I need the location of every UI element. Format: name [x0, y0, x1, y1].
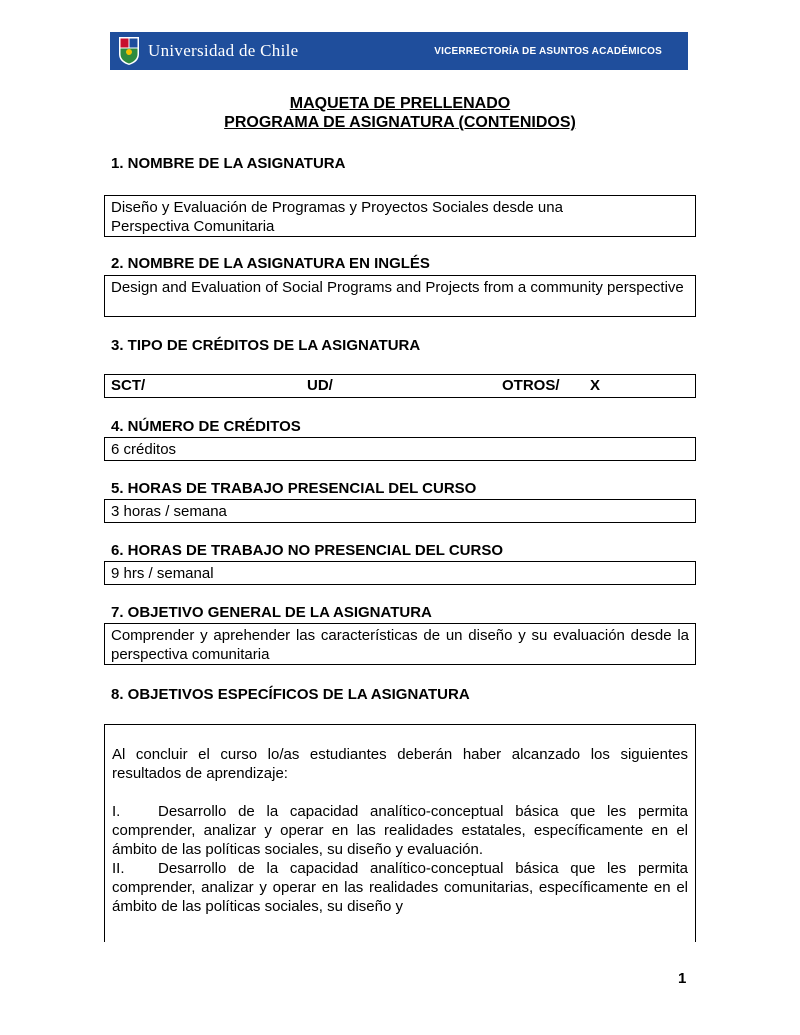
item-text: Desarrollo de la capacidad analítico-conceptual básica que les permita comprender, analizar y operar en las realidades estatales, específicamente en el ámbito de las políticas sociales, su diseño y evaluación. — [112, 803, 688, 858]
section-8-item — [112, 859, 688, 916]
section-8-item — [112, 802, 688, 859]
university-name: Universidad de Chile — [148, 41, 299, 60]
section-8-box — [104, 724, 696, 942]
credits-sct: SCT/ — [111, 377, 146, 394]
section-1-value-line2: Perspectiva Comunitaria — [111, 218, 275, 235]
doc-title-line1: MAQUETA DE PRELLENADO — [289, 95, 511, 112]
credits-mark: X — [590, 377, 601, 394]
section-4-value: 6 créditos — [104, 437, 696, 461]
section-6-value: 9 hrs / semanal — [104, 561, 696, 585]
section-5-heading: 5. HORAS DE TRABAJO PRESENCIAL DEL CURSO — [111, 480, 477, 497]
section-6-heading: 6. HORAS DE TRABAJO NO PRESENCIAL DEL CURSO — [111, 542, 503, 559]
section-8-intro: Al concluir el curso lo/as estudiantes deberán haber alcanzado los siguientes resultados de aprendizaje: — [112, 746, 688, 782]
item-numeral: II. — [112, 860, 125, 877]
credits-ud: UD/ — [307, 377, 333, 394]
section-3-heading: 3. TIPO DE CRÉDITOS DE LA ASIGNATURA — [111, 337, 421, 354]
section-7-heading: 7. OBJETIVO GENERAL DE LA ASIGNATURA — [111, 604, 432, 621]
university-crest-icon — [118, 36, 140, 66]
section-2-heading: 2. NOMBRE DE LA ASIGNATURA EN INGLÉS — [111, 255, 430, 272]
header-left — [118, 36, 298, 66]
credits-otros: OTROS/ — [502, 377, 560, 394]
doc-title-line2: PROGRAMA DE ASIGNATURA (CONTENIDOS) — [224, 114, 576, 131]
vicerrectoria-name: VICERRECTORÍA DE ASUNTOS ACADÉMICOS — [434, 45, 662, 57]
section-1-heading: 1. NOMBRE DE LA ASIGNATURA — [111, 155, 346, 172]
section-8-heading: 8. OBJETIVOS ESPECÍFICOS DE LA ASIGNATURA — [111, 686, 470, 703]
section-2-value: Design and Evaluation of Social Programs and Projects from a community perspective — [104, 275, 696, 317]
section-1-value-line1: Diseño y Evaluación de Programas y Proyectos Sociales desde una — [111, 199, 563, 216]
item-text: Desarrollo de la capacidad analítico-conceptual básica que les permita comprender, analizar y operar en las realidades comunitarias, específicamente en el ámbito de las políticas sociales, su diseño y — [112, 860, 688, 915]
section-1-box — [104, 195, 696, 237]
section-3-box — [104, 374, 696, 398]
section-4-heading: 4. NÚMERO DE CRÉDITOS — [111, 418, 301, 435]
header-banner — [110, 32, 688, 70]
section-5-value: 3 horas / semana — [104, 499, 696, 523]
credits-row — [111, 376, 689, 395]
page-number: 1 — [678, 970, 687, 987]
section-7-value: Comprender y aprehender las características de un diseño y su evaluación desde la perspectiva comunitaria — [104, 623, 696, 665]
item-numeral: I. — [112, 803, 121, 820]
